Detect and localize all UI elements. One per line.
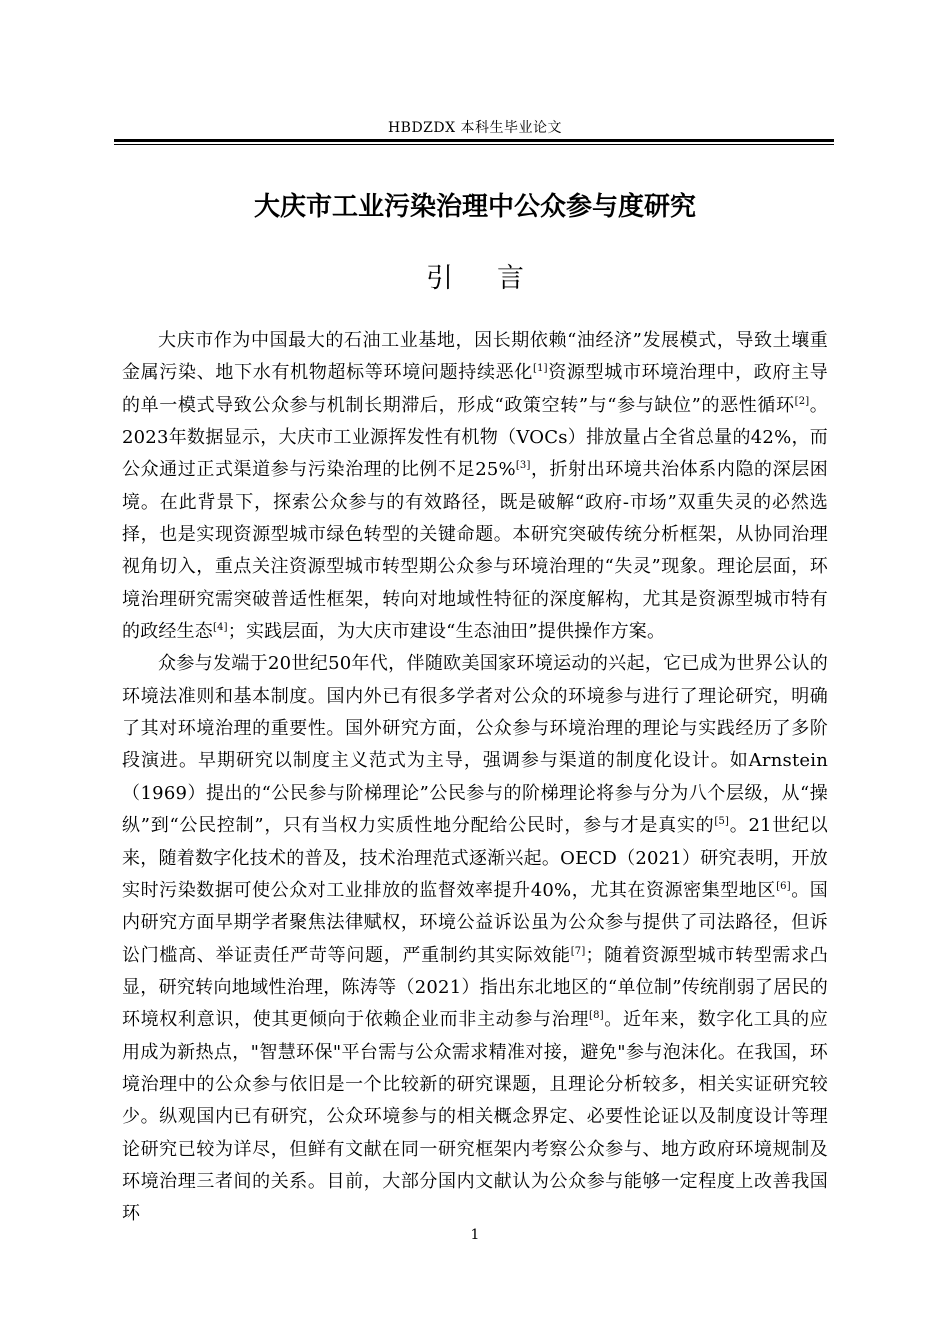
citation-ref: [3] xyxy=(515,460,531,472)
page-number: 1 xyxy=(470,1227,480,1243)
paragraph-text: 资源型城市环境治理中，政府主导的单一模式导致公众参与机制长期滞后，形成“政策空转”与“参与缺位”的恶性循环 xyxy=(122,362,828,416)
header-rule-thin xyxy=(114,144,834,145)
body-text xyxy=(122,325,828,1231)
paragraph-1 xyxy=(122,325,828,648)
paragraph-text: 大庆市作为中国最大的石油工业基地，因长期依赖“油经济”发展模式，导致土壤重金属污染、地下水有机物超标等环境问题持续恶化 xyxy=(122,330,828,384)
section-heading-char-2: 言 xyxy=(497,263,524,294)
paragraph-text: 众参与发端于20世纪50年代，伴随欧美国家环境运动的兴起，它已成为世界公认的环境法准则和基本制度。国内外已有很多学者对公众的环境参与进行了理论研究，明确了其对环境治理的重要性。国外研究方面，公众参与环境治理的理论与实践经历了多阶段演进。早期研究以制度主义范式为主导，强调参与渠道的制度化设计。如Arnstein（1969）提出的“公民参与阶梯理论”公民参与的阶梯理论将参与分为八个层级，从“操纵”到“公民控制”，只有当权力实质性地分配给公民时，参与才是真实的 xyxy=(122,653,828,837)
paragraph-text: 。近年来，数字化工具的应用成为新热点，"智慧环保"平台需与公众需求精准对接，避免"参与泡沫化。在我国，环境治理中的公众参与依旧是一个比较新的研究课题，且理论分析较多，相关实证研究较少。纵观国内已有研究，公众环境参与的相关概念界定、必要性论证以及制度设计等理论研究已较为详尽，但鲜有文献在同一研究框架内考察公众参与、地方政府环境规制及环境治理三者间的关系。目前，大部分国内文献认为公众参与能够一定程度上改善我国环 xyxy=(122,1009,828,1225)
paragraph-2 xyxy=(122,648,828,1230)
citation-ref: [5] xyxy=(714,816,730,828)
running-header: HBDZDX 本科生毕业论文 xyxy=(387,120,563,136)
thesis-title: 大庆市工业污染治理中公众参与度研究 xyxy=(253,192,696,222)
header-rule-thick xyxy=(114,139,834,142)
citation-ref: [1] xyxy=(533,363,548,375)
paragraph-text: ，折射出环境共治体系内隐的深层困境。在此背景下，探索公众参与的有效路径，既是破解“政府-市场”双重失灵的必然选择，也是实现资源型城市绿色转型的关键命题。本研究突破传统分析框架，从协同治理视角切入，重点关注资源型城市转型期公众参与环境治理的“失灵”现象。理论层面，环境治理研究需突破普适性框架，转向对地域性特征的深度解构，尤其是资源型城市特有的政经生态 xyxy=(122,459,829,643)
paragraph-text: ；随着资源型城市转型需求凸显，研究转向地域性治理，陈涛等（2021）指出东北地区的“单位制”传统削弱了居民的环境权利意识，使其更倾向于依赖企业而非主动参与治理 xyxy=(122,944,828,1031)
paragraph-text: ；实践层面，为大庆市建设“生态油田”提供操作方案。 xyxy=(227,621,666,643)
citation-ref: [4] xyxy=(213,622,228,634)
paragraph-text: 。21世纪以来，随着数字化技术的普及，技术治理范式逐渐兴起。OECD（2021）研究表明，开放实时污染数据可使公众对工业排放的监督效率提升40%，尤其在资源密集型地区 xyxy=(122,815,828,901)
citation-ref: [7] xyxy=(570,945,586,957)
section-heading-char-1: 引 xyxy=(426,263,453,294)
paragraph-text: 。2023年数据显示，大庆市工业源挥发性有机物（VOCs）排放量占全省总量的42%，而公众通过正式渠道参与污染治理的比例不足25% xyxy=(122,394,829,481)
citation-ref: [8] xyxy=(589,1010,604,1022)
section-heading xyxy=(0,261,950,297)
paragraph-text: 。国内研究方面早期学者聚焦法律赋权，环境公益诉讼虽为公众参与提供了司法路径，但诉讼门槛高、举证责任严苛等问题，严重制约其实际效能 xyxy=(122,879,828,966)
citation-ref: [2] xyxy=(794,395,810,407)
citation-ref: [6] xyxy=(776,880,791,892)
